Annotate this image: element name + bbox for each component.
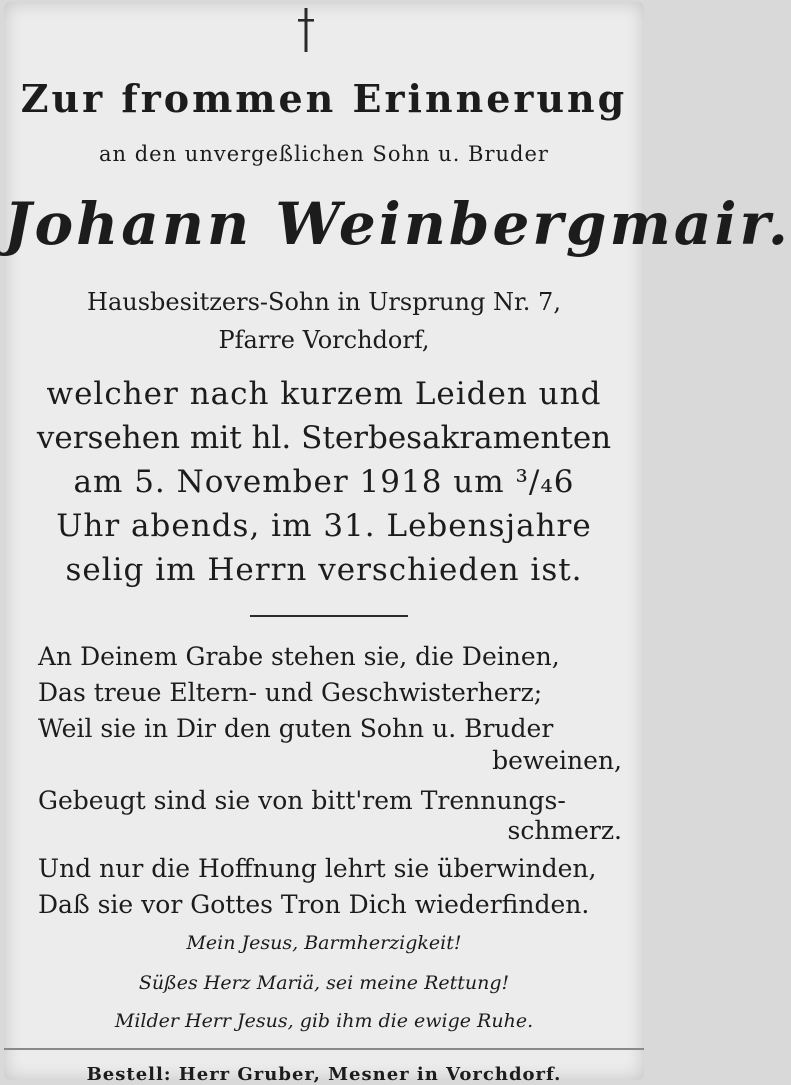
- residence-line: Hausbesitzers-Sohn in Ursprung Nr. 7,: [87, 288, 561, 316]
- verse-line: Weil sie in Dir den guten Sohn u. Bruder: [38, 714, 554, 743]
- divider: [250, 615, 408, 617]
- prayer-line: Süßes Herz Mariä, sei meine Rettung!: [138, 972, 510, 994]
- body-line: Uhr abends, im 31. Lebensjahre: [56, 508, 592, 544]
- prayer-line: Mein Jesus, Barmherzigkeit!: [186, 932, 462, 954]
- card-title: Zur frommen Erinnerung: [20, 76, 628, 121]
- card-subtitle: an den unvergeßlichen Sohn u. Bruder: [99, 142, 549, 166]
- body-line: selig im Herrn verschieden ist.: [65, 552, 583, 588]
- body-line: am 5. November 1918 um ³/₄6: [73, 464, 575, 500]
- verse-line: Daß sie vor Gottes Tron Dich wiederfinden.: [38, 890, 590, 919]
- printer-footer: Bestell: Herr Gruber, Mesner in Vorchdorf.: [86, 1064, 562, 1085]
- verse-line: Das treue Eltern- und Geschwisterherz;: [38, 678, 543, 707]
- footer-rule: [4, 1048, 644, 1050]
- body-line: welcher nach kurzem Leiden und: [46, 376, 602, 412]
- prayer-line: Milder Herr Jesus, gib ihm die ewige Ruhe.: [114, 1010, 534, 1032]
- latin-cross-icon: [296, 6, 316, 54]
- verse-line: schmerz.: [507, 816, 622, 845]
- deceased-name: Johann Weinbergmair.: [4, 190, 791, 258]
- verse-line: Und nur die Hoffnung lehrt sie überwinden,: [38, 854, 597, 883]
- verse-line: beweinen,: [492, 746, 622, 775]
- parish-line: Pfarre Vorchdorf,: [218, 326, 430, 354]
- verse-line: Gebeugt sind sie von bitt'rem Trennungs-: [38, 786, 566, 815]
- memorial-card: [4, 2, 791, 1085]
- verse-line: An Deinem Grabe stehen sie, die Deinen,: [38, 642, 560, 671]
- body-line: versehen mit hl. Sterbesakramenten: [36, 420, 612, 456]
